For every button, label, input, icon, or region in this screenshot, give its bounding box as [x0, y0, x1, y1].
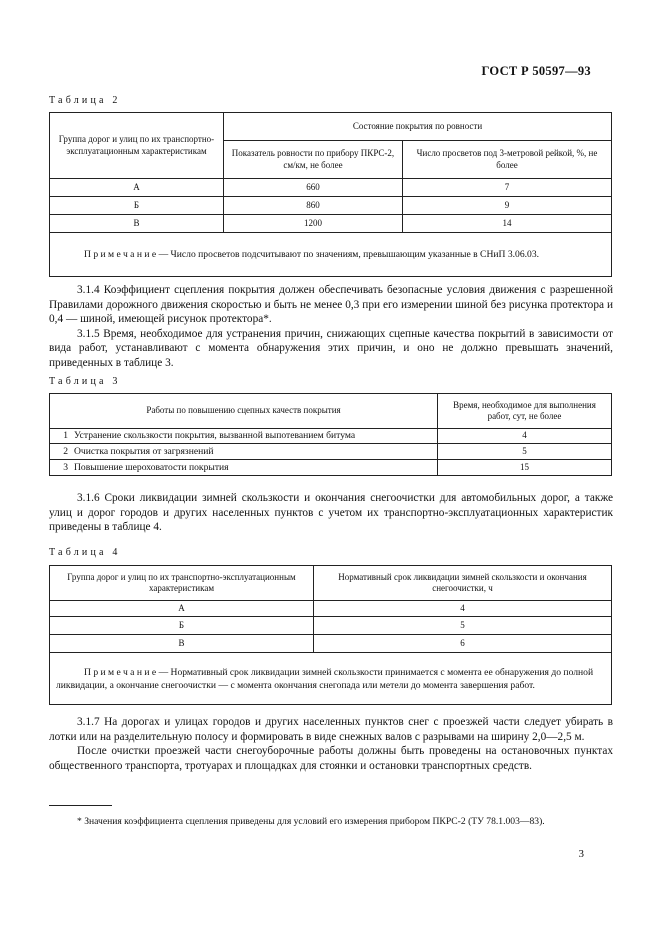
table4-cell-hours: 4: [314, 601, 612, 617]
table3-caption: Таблица 3: [49, 376, 121, 387]
table2-cell-group: Б: [50, 197, 224, 215]
paragraph-3-1-6: 3.1.6 Сроки ликвидации зимней скользкости и окончания снегоочистки для автомобильных дорог, а также улиц и дорог городов и других населенных пунктов с учетом их транспортно-эксплуатационных характеристик приведены в таблице 4.: [49, 492, 613, 534]
table3-cell-num: 2: [63, 445, 68, 457]
table4-cell-hours: 5: [314, 617, 612, 635]
table3-head-work: Работы по повышению сцепных качеств покрытия: [50, 394, 438, 429]
table2-note-label: Примечание: [84, 249, 159, 260]
table2-cell-v1: 1200: [224, 215, 403, 233]
table2-head-state: Состояние покрытия по ровности: [224, 113, 612, 141]
table2-cell-v2: 7: [403, 179, 612, 197]
table4-cell-hours: 6: [314, 635, 612, 653]
table3-work-text: Очистка покрытия от загрязнений: [74, 445, 214, 457]
table-row: [50, 601, 612, 617]
table4-cell-group: В: [50, 635, 314, 653]
table3-cell-work: [50, 460, 438, 476]
table3-cell-num: 1: [63, 430, 68, 441]
table4-note: [50, 653, 612, 705]
table2: [49, 112, 612, 277]
table2-cell-v2: 9: [403, 197, 612, 215]
table4-head-norm: Нормативный срок ликвидации зимней скользкости и окончания снегоочистки, ч: [314, 566, 612, 601]
table4-cell-group: А: [50, 601, 314, 617]
table2-note-text: — Число просветов подсчитывают по значениям, превышающим указанные в СНиП 3.06.03.: [158, 249, 540, 260]
table-row: [50, 429, 612, 444]
paragraph-3-1-4: 3.1.4 Коэффициент сцепления покрытия должен обеспечивать безопасные условия движения с разрешенной Правилами дорожного движения скоростью и быть не менее 0,3 при его измерении шиной без рисунка протектора и 0,4 — шиной, имеющей рисунок протектора*.: [49, 284, 613, 326]
footnote: * Значения коэффициента сцепления приведены для условий его измерения прибором ПКРС-2 (ТУ 78.1.003—83).: [77, 816, 545, 827]
table3: [49, 393, 612, 476]
table-row: [50, 215, 612, 233]
table2-cell-v1: 860: [224, 197, 403, 215]
page-number: 3: [578, 848, 584, 860]
paragraph-after-cleaning: После очистки проезжей части снегоуборочные работы должны быть проведены на остановочных пунктах общественного транспорта, тротуарах и площадках для стоянки и остановки транспортных средств.: [49, 745, 613, 772]
table3-work-text: Повышение шероховатости покрытия: [74, 461, 229, 473]
table2-cell-v1: 660: [224, 179, 403, 197]
table4-caption: Таблица 4: [49, 547, 121, 558]
table4: [49, 565, 612, 705]
table3-cell-time: 15: [438, 460, 612, 476]
table2-cell-group: В: [50, 215, 224, 233]
paragraph-3-1-7: 3.1.7 На дорогах и улицах городов и других населенных пунктов снег с проезжей части следует убирать в лотки или на разделительную полосу и формировать в виде снежных валов с разрывами на ширину 2,0—2,5 м.: [49, 716, 613, 743]
table2-cell-v2: 14: [403, 215, 612, 233]
table3-cell-time: 5: [438, 444, 612, 460]
table-row: [50, 635, 612, 653]
table4-note-label: Примечание: [84, 666, 159, 678]
table2-cell-group: А: [50, 179, 224, 197]
table4-head-group: Группа дорог и улиц по их транспортно-эксплуатационным характеристикам: [50, 566, 314, 601]
table2-caption: Таблица 2: [49, 95, 121, 106]
table3-head-time: Время, необходимое для выполнения работ, сут, не более: [438, 394, 612, 429]
table-row: [50, 444, 612, 460]
paragraph-3-1-7-block: [49, 715, 613, 773]
table4-cell-group: Б: [50, 617, 314, 635]
table3-work-text: Устранение скользкости покрытия, вызванной выпотеванием битума: [74, 430, 356, 441]
table2-note: [50, 233, 612, 277]
table-row: [50, 460, 612, 476]
table-row: [50, 617, 612, 635]
table3-cell-work: [50, 429, 438, 444]
table3-cell-num: 3: [63, 461, 68, 473]
table4-note-text: — Нормативный срок ликвидации зимней скользкости принимается с момента ее обнаружения до полной ликвидации, а окончание снегоочистки — с момента окончания снегопада или метели до момента завершения работ.: [56, 666, 594, 691]
paragraph-3-1-5: 3.1.5 Время, необходимое для устранения причин, снижающих сцепные качества покрытий в зависимости от вида работ, устанавливают с момента обнаружения этих причин, и оно не должно превышать значений, приведенных в таблице 3.: [49, 327, 613, 369]
paragraph-3-1-4-5: [49, 283, 613, 371]
document-header-gost: ГОСТ Р 50597—93: [481, 64, 591, 78]
table2-head-col1: Показатель ровности по прибору ПКРС-2, см/км, не более: [224, 141, 403, 179]
table2-head-group: Группа дорог и улиц по их транспортно-эксплуатационным характеристикам: [50, 113, 224, 179]
table3-cell-work: [50, 444, 438, 460]
footnote-divider: [49, 805, 112, 806]
table-row: [50, 197, 612, 215]
table2-head-col2: Число просветов под 3-метровой рейкой, %, не более: [403, 141, 612, 179]
paragraph-3-1-6-block: [49, 491, 613, 535]
table-row: [50, 179, 612, 197]
table3-cell-time: 4: [438, 429, 612, 444]
